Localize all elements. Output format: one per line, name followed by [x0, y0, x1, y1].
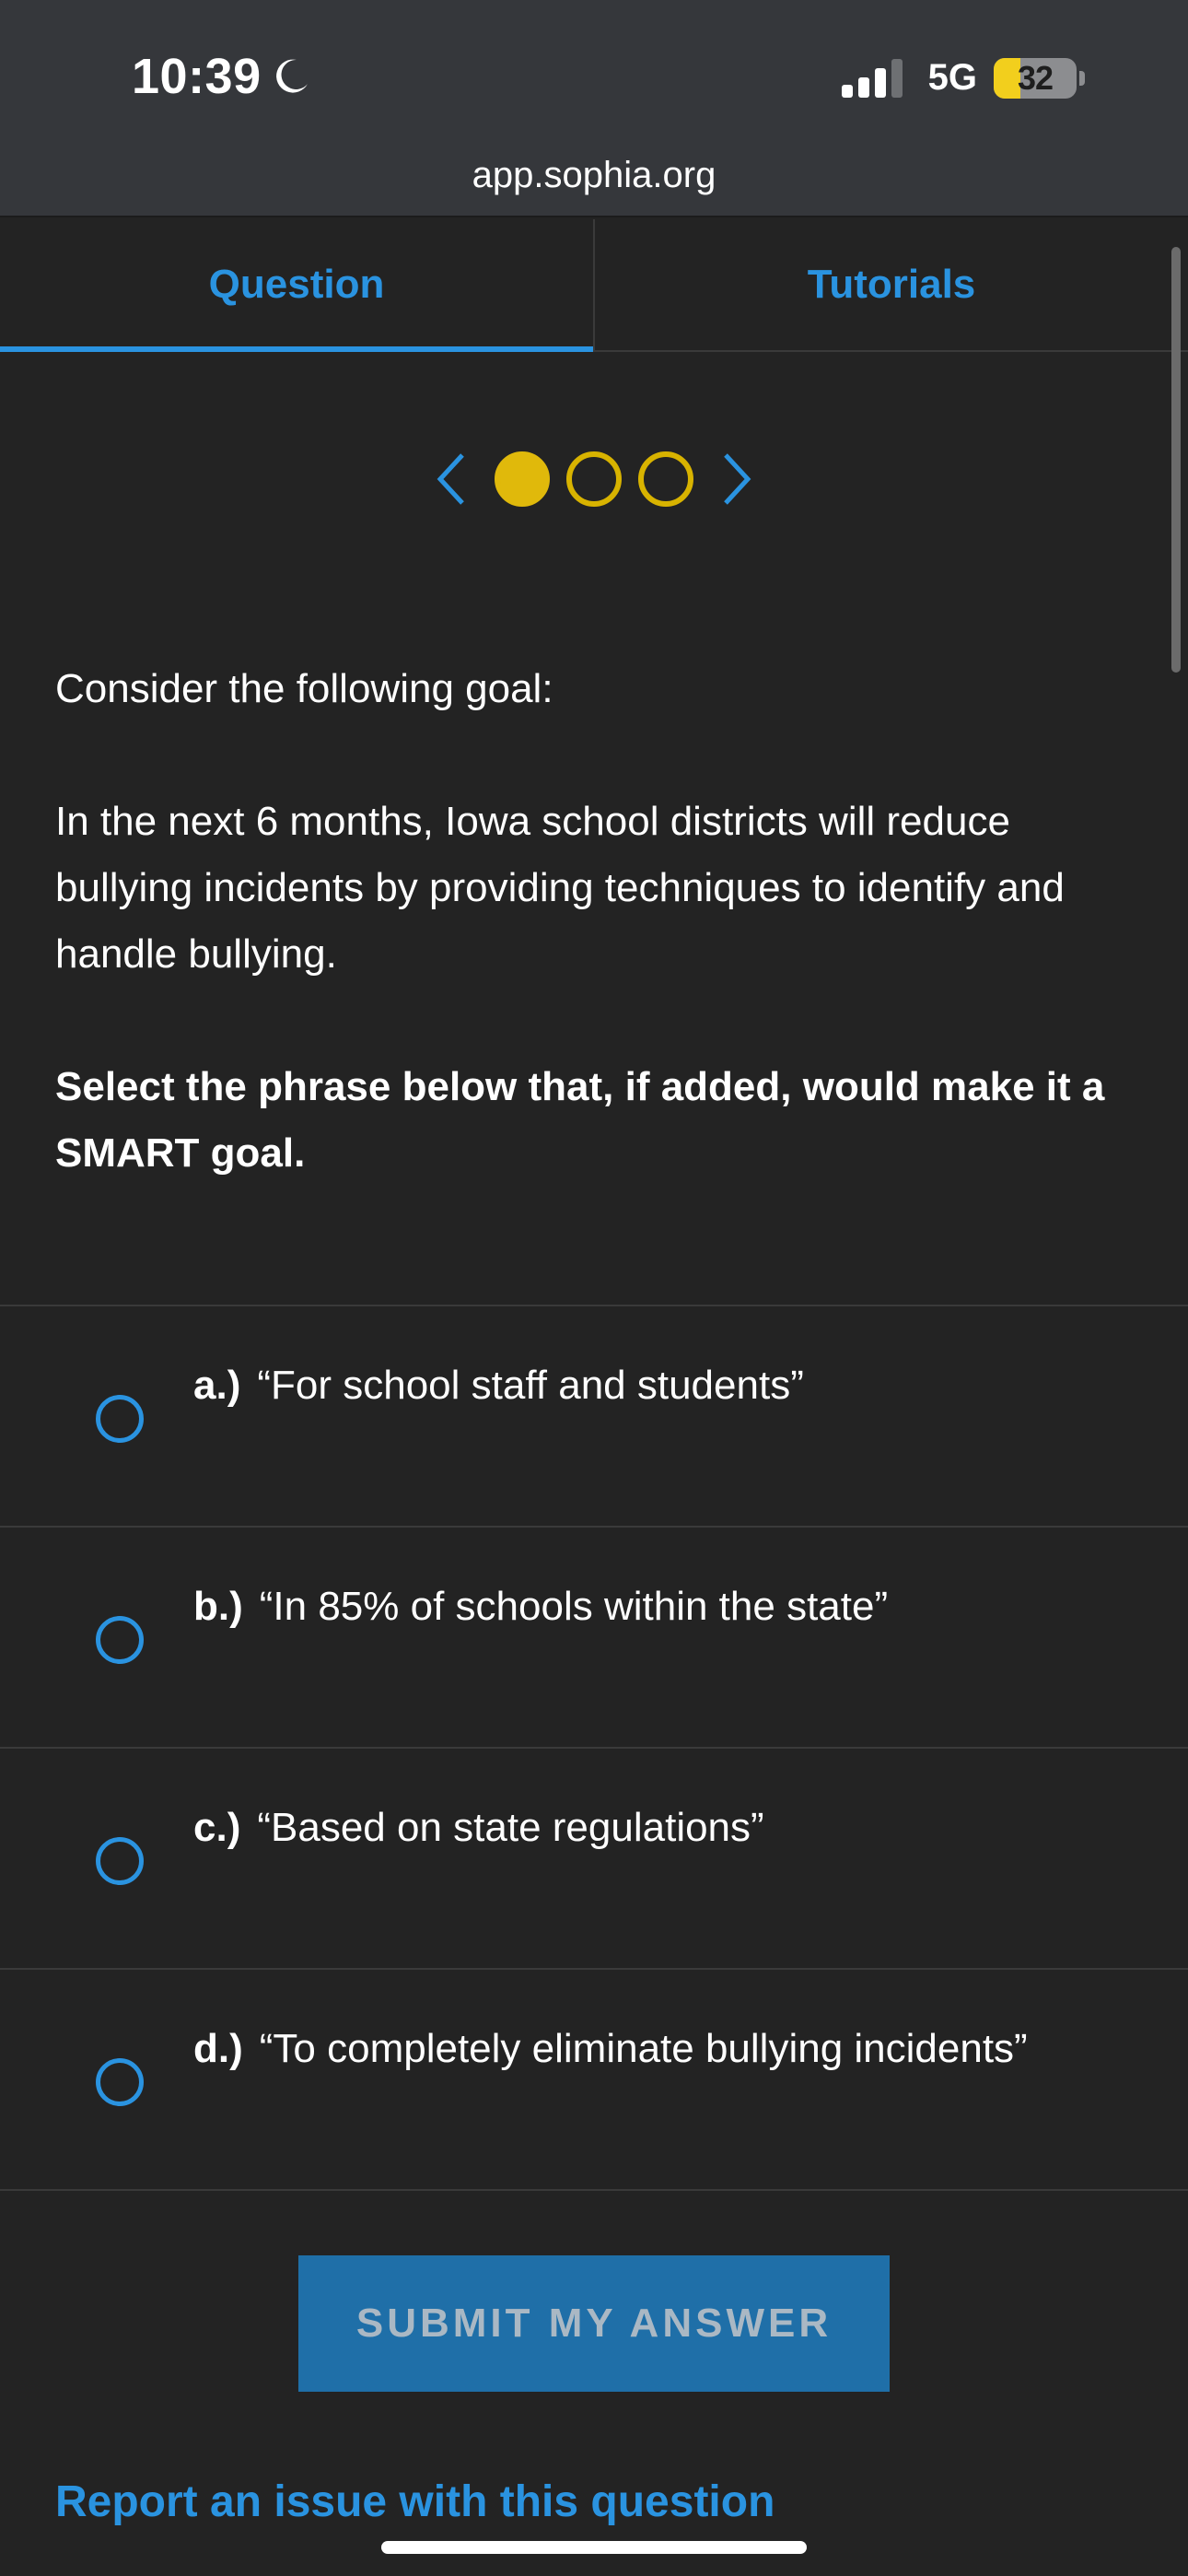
question-prompt: Select the phrase below that, if added, would make it a SMART goal. [55, 1064, 1105, 1176]
answer-text [193, 2021, 1151, 2077]
radio-button-a[interactable] [96, 1395, 144, 1443]
option-label: “Based on state regulations” [257, 1805, 764, 1850]
battery-icon [994, 58, 1077, 99]
answer-option-a[interactable] [0, 1306, 1188, 1528]
answer-option-b[interactable] [0, 1528, 1188, 1749]
radio-button-c[interactable] [96, 1837, 144, 1885]
option-letter: a.) [193, 1363, 241, 1408]
signal-icon [842, 59, 904, 98]
radio-button-d[interactable] [96, 2058, 144, 2106]
pager-dot-1[interactable] [495, 451, 550, 507]
chevron-left-icon[interactable] [435, 451, 468, 507]
question-body [55, 656, 1133, 1187]
answer-option-c[interactable] [0, 1749, 1188, 1970]
battery-percent: 32 [1017, 58, 1054, 97]
tab-question[interactable]: Question [0, 219, 593, 350]
pager-dot-3[interactable] [638, 451, 693, 507]
browser-chrome [0, 0, 1188, 217]
report-issue-link[interactable]: Report an issue with this question [55, 2477, 775, 2526]
status-time-label: 10:39 [132, 49, 262, 104]
chevron-right-icon[interactable] [720, 451, 753, 507]
network-label: 5G [927, 57, 977, 98]
tab-bar [0, 219, 1188, 352]
option-letter: d.) [193, 2026, 243, 2071]
option-label: “For school staff and students” [257, 1363, 804, 1408]
answer-options [0, 1305, 1188, 2191]
answer-text [193, 1800, 1151, 1856]
option-letter: c.) [193, 1805, 241, 1850]
url-bar[interactable]: app.sophia.org [472, 155, 716, 195]
tab-tutorials[interactable]: Tutorials [593, 219, 1188, 350]
option-label: “To completely eliminate bullying incidents” [259, 2026, 1028, 2071]
answer-text [193, 1579, 1151, 1634]
moon-icon [271, 56, 311, 97]
radio-button-b[interactable] [96, 1616, 144, 1664]
home-indicator[interactable] [381, 2541, 807, 2554]
answer-option-d[interactable] [0, 1970, 1188, 2191]
battery-fill [994, 58, 1020, 99]
status-time [132, 48, 311, 105]
question-goal: In the next 6 months, Iowa school districts will reduce bullying incidents by providing techniques to identify and handle bullying. [55, 799, 1065, 977]
battery-nub [1079, 71, 1085, 86]
option-letter: b.) [193, 1584, 243, 1629]
option-label: “In 85% of schools within the state” [259, 1584, 889, 1629]
submit-answer-button[interactable]: SUBMIT MY ANSWER [298, 2255, 890, 2392]
question-pager [0, 451, 1188, 507]
question-intro: Consider the following goal: [55, 666, 553, 711]
answer-text [193, 1358, 1151, 1413]
status-indicators [842, 57, 1085, 99]
pager-dot-2[interactable] [566, 451, 622, 507]
